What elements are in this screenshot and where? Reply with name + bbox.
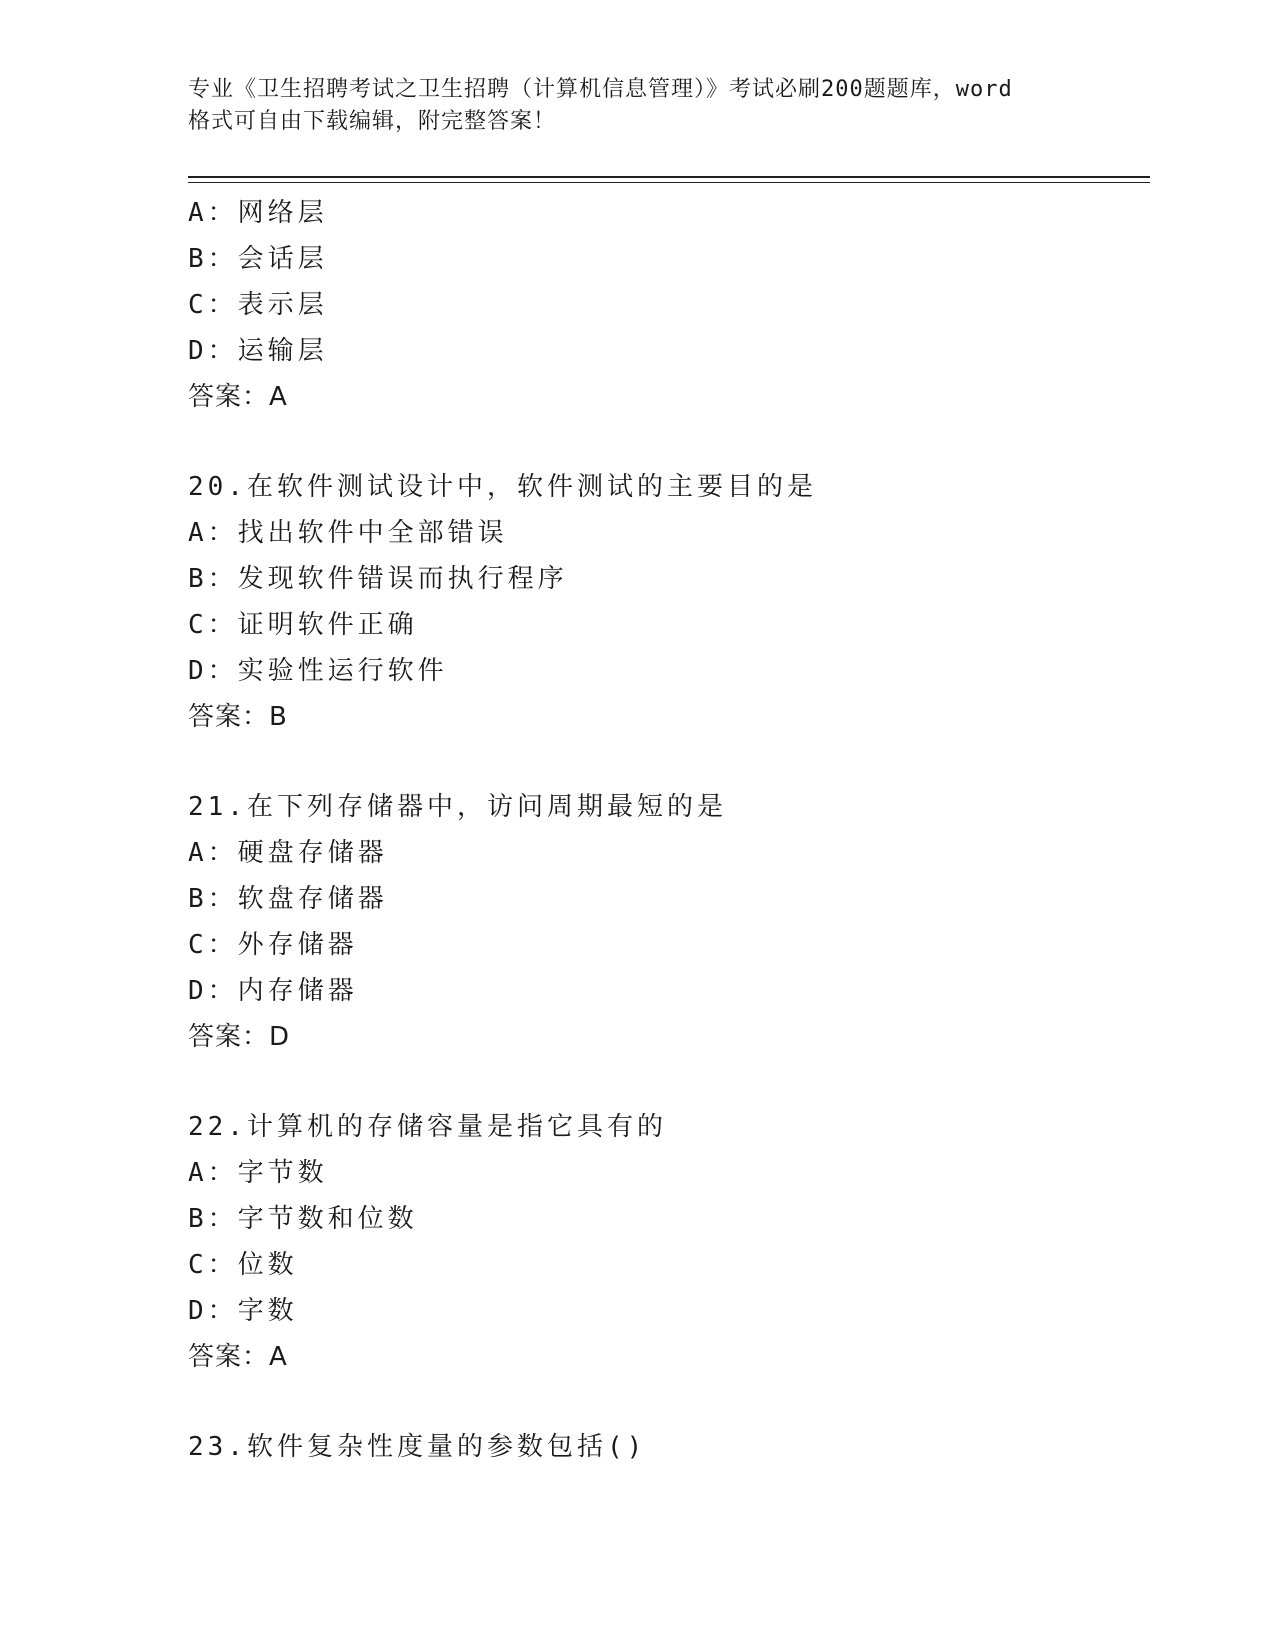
question-stem: 23.软件复杂性度量的参数包括() — [188, 1432, 647, 1462]
answer-line: 答案：A — [188, 382, 288, 412]
option-b: B：会话层 — [188, 244, 328, 274]
header-divider-thin — [188, 182, 1150, 183]
option-d: D：实验性运行软件 — [188, 656, 448, 686]
option-d: D：字数 — [188, 1296, 298, 1326]
option-c: C：外存储器 — [188, 930, 358, 960]
option-d: D：运输层 — [188, 336, 328, 366]
answer-line: 答案：D — [188, 1022, 291, 1052]
question-21 — [188, 784, 1150, 1060]
answer-line: 答案：B — [188, 702, 288, 732]
question-19-continued — [188, 190, 1150, 420]
header-divider-thick — [188, 176, 1150, 178]
option-a: A：硬盘存储器 — [188, 838, 388, 868]
question-22 — [188, 1104, 1150, 1380]
question-20 — [188, 464, 1150, 740]
option-c: C：位数 — [188, 1250, 298, 1280]
option-c: C：证明软件正确 — [188, 610, 418, 640]
option-a: A：找出软件中全部错误 — [188, 518, 508, 548]
option-b: B：软盘存储器 — [188, 884, 388, 914]
question-stem: 21.在下列存储器中，访问周期最短的是 — [188, 792, 727, 822]
title-line-2: 格式可自由下载编辑，附完整答案！ — [188, 109, 557, 134]
option-b: B：发现软件错误而执行程序 — [188, 564, 568, 594]
option-d: D：内存储器 — [188, 976, 358, 1006]
option-c: C：表示层 — [188, 290, 328, 320]
option-a: A：字节数 — [188, 1158, 328, 1188]
question-list — [188, 190, 1150, 1470]
question-23 — [188, 1424, 1150, 1470]
question-stem: 20.在软件测试设计中，软件测试的主要目的是 — [188, 472, 817, 502]
title-line-1: 专业《卫生招聘考试之卫生招聘（计算机信息管理）》考试必刷200题题库，word — [188, 77, 1013, 102]
answer-line: 答案：A — [188, 1342, 288, 1372]
option-b: B：字节数和位数 — [188, 1204, 418, 1234]
option-a: A：网络层 — [188, 198, 328, 228]
document-title — [188, 74, 1088, 138]
question-stem: 22.计算机的存储容量是指它具有的 — [188, 1112, 667, 1142]
